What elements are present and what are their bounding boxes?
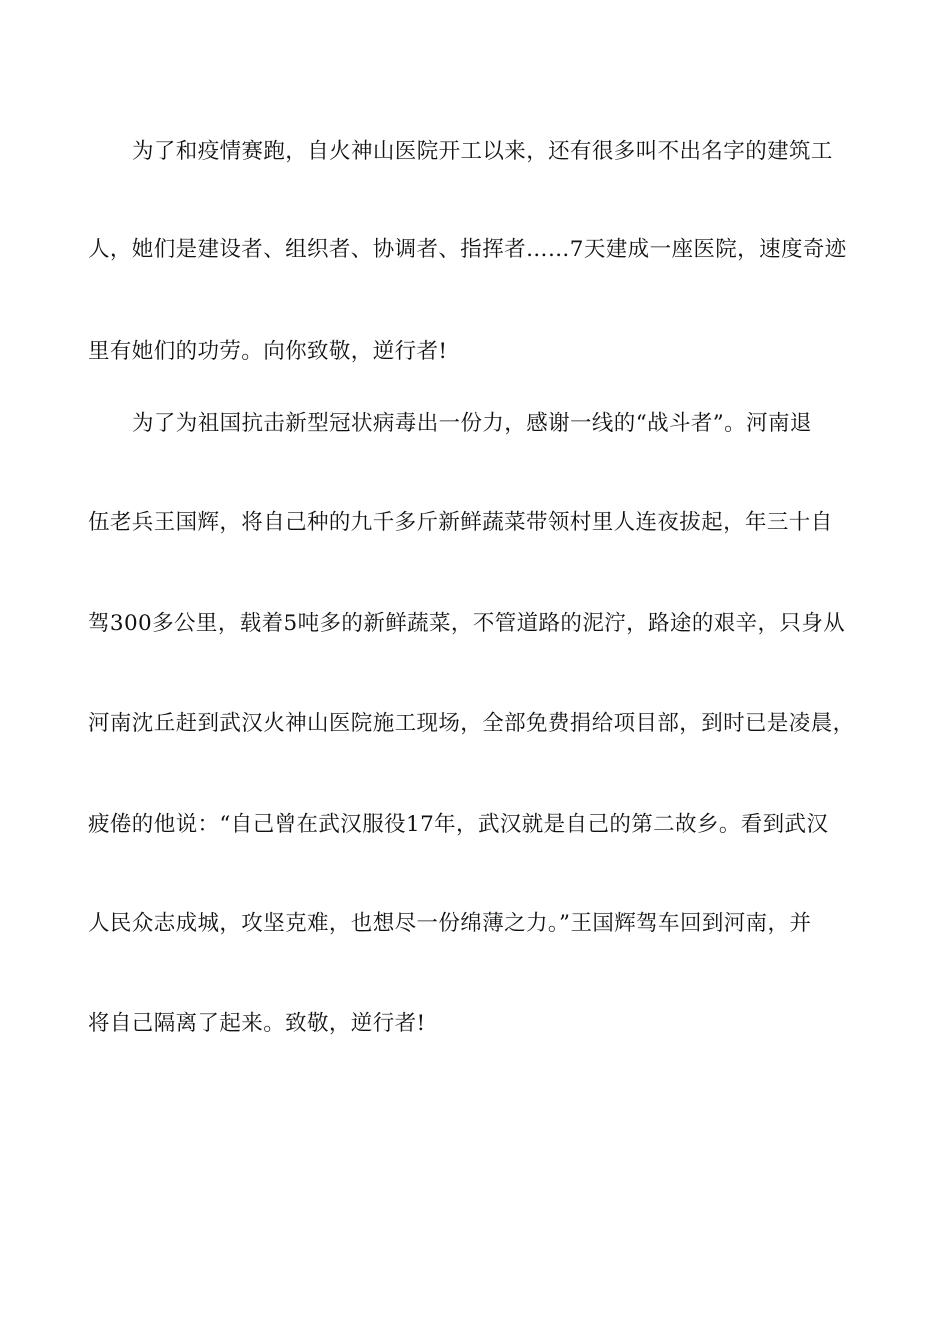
paragraph-line: 将自己隔离了起来。致敬，逆行者! <box>88 1011 426 1036</box>
paragraph-line: 为了和疫情赛跑，自火神山医院开工以来，还有很多叫不出名字的建筑工 <box>132 139 833 164</box>
paragraph-line: 人民众志成城，攻坚克难，也想尽一份绵薄之力。”王国辉驾车回到河南，并 <box>88 911 812 936</box>
paragraph-line: 驾300多公里，载着5吨多的新鲜蔬菜，不管道路的泥泞，路途的艰辛，只身从 <box>88 611 846 636</box>
paragraph-line: 为了为祖国抗击新型冠状病毒出一份力，感谢一线的“战斗者”。河南退 <box>132 411 812 436</box>
paragraph-line: 河南沈丘赶到武汉火神山医院施工现场，全部免费捐给项目部，到时已是凌晨， <box>88 711 855 736</box>
paragraph-line: 伍老兵王国辉，将自己种的九千多斤新鲜蔬菜带领村里人连夜拔起，年三十自 <box>88 510 833 535</box>
paragraph-line: 里有她们的功劳。向你致敬，逆行者! <box>88 339 448 364</box>
paragraph-line: 疲倦的他说：“自己曾在武汉服役17年，武汉就是自己的第二故乡。看到武汉 <box>88 812 829 837</box>
paragraph-line: 人，她们是建设者、组织者、协调者、指挥者……7天建成一座医院，速度奇迹 <box>88 237 847 262</box>
